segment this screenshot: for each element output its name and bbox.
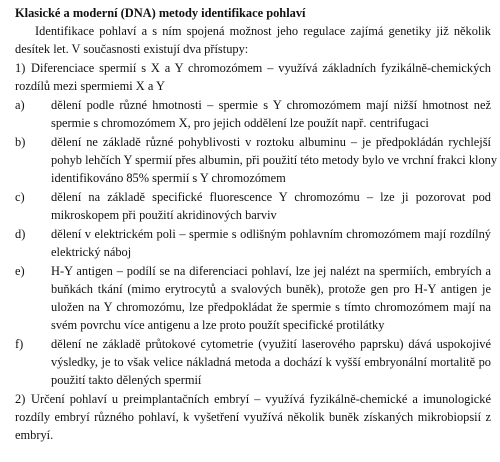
section1-label: 1): [15, 61, 26, 75]
item-b-line-2: pohyb lehčích Y spermií přes albumin, při použití této metody bylo ve vrchní frakci klony: [51, 153, 498, 167]
item-a-line-1: dělení podle různé hmotnosti – spermie s Y chromozómem mají nižší hmotnost než: [51, 98, 491, 112]
item-a-marker: a): [15, 98, 25, 112]
section1-line-1: Diferenciace spermií s X a Y chromozómem – využívá základních fyzikálně-chemických: [31, 61, 491, 75]
item-f-line-3: použití takto dělených spermií: [51, 373, 202, 387]
item-e-marker: e): [15, 264, 25, 278]
item-b-line-1: dělení ne základě různé pohyblivosti v roztoku albuminu – je předpokládán rychlejší: [51, 135, 491, 149]
section2-line-2: rozdíly embryí různého pohlaví, k vyšetření využívá několik buněk získaných mikrobiopsií z: [15, 410, 491, 424]
intro-line-1: Identifikace pohlaví a s ním spojená možnost jeho regulace zajímá genetiky již několik: [35, 24, 491, 38]
item-c-line-2: mikroskopem při použití akridinových barviv: [51, 208, 277, 222]
item-b-marker: b): [15, 135, 26, 149]
item-c-marker: c): [15, 190, 25, 204]
document-title: Klasické a moderní (DNA) metody identifikace pohlaví: [15, 6, 306, 20]
intro-line-2: desítek let. V současnosti existují dva přístupy:: [15, 42, 249, 56]
item-f-line-1: dělení ne základě průtokové cytometrie (využití laserového paprsku) dává uspokojivé: [51, 337, 491, 351]
section2-label: 2): [15, 392, 26, 406]
item-d-marker: d): [15, 227, 26, 241]
item-a-line-2: spermie s chromozómem X, pro jejich oddělení lze použít např. centrifugaci: [51, 116, 429, 130]
section2-line-1: Určení pohlaví u preimplantačních embryí – využívá fyzikálně-chemické a imunologické: [31, 392, 491, 406]
item-e-line-4: svém povrchu více antigenu a lze proto použít specifické protilátky: [51, 318, 385, 332]
item-f-marker: f): [15, 337, 24, 351]
item-e-line-1: H-Y antigen – podílí se na diferenciaci pohlaví, lze jej nalézt na spermiích, embryích a: [51, 264, 491, 278]
item-f-line-2: výsledky, je to však velice nákladná metoda a dochází k vyšší embryonální mortalitě po: [51, 355, 491, 369]
item-b-line-3: identifikováno 85% spermií s Y chromozómem: [51, 171, 286, 185]
item-e-line-3: uložen na Y chromozómu, lze předpokládat že spermie s tímto chromozómem mají na: [51, 300, 491, 314]
item-d-line-2: elektrický náboj: [51, 245, 132, 259]
section2-line-3: embryí.: [15, 428, 54, 442]
item-e-line-2: buňkách tkání (mimo erytrocytů a svalových buněk), protože gen pro H-Y antigen je: [51, 282, 491, 296]
section1-line-2: rozdílů mezi spermiemi X a Y: [15, 79, 165, 93]
item-c-line-1: dělení na základě specifické fluorescence Y chromozómu – lze ji pozorovat pod: [51, 190, 491, 204]
item-d-line-1: dělení v elektrickém poli – spermie s odlišným pohlavním chromozómem mají rozdílný: [51, 227, 491, 241]
